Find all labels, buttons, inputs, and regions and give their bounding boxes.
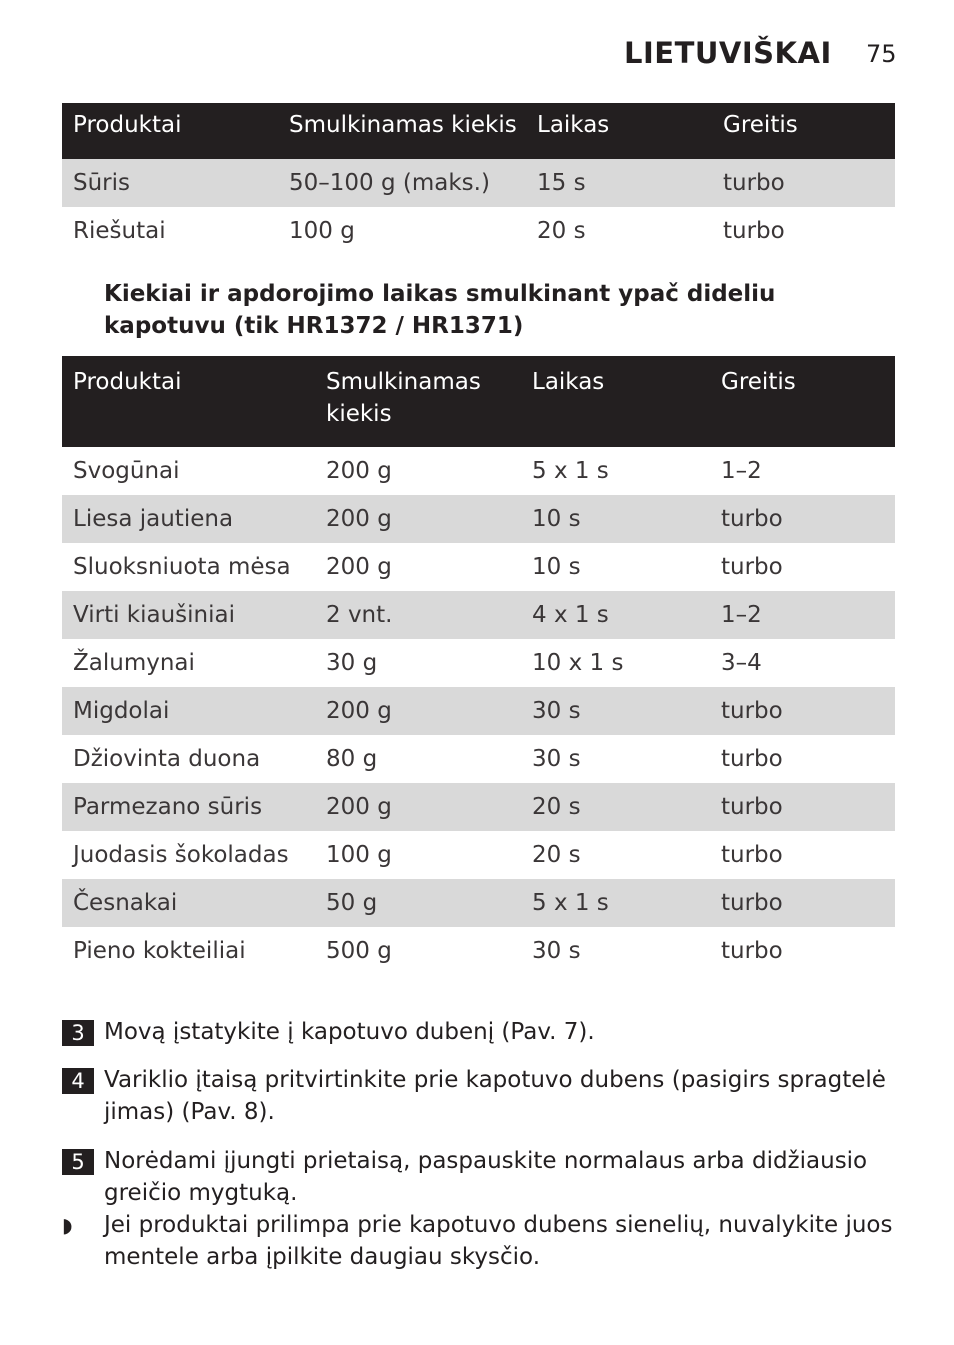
- cell-quantity: 100 g: [326, 842, 392, 868]
- quantities-table-standard: [62, 103, 895, 255]
- cell-speed: turbo: [710, 687, 895, 735]
- table-row: [62, 687, 895, 735]
- cell-quantity: 50 g: [315, 879, 521, 927]
- page-language-heading: LIETUVIŠKAI: [624, 36, 832, 70]
- cell-time: 30 s: [521, 687, 710, 735]
- cell-product: Riešutai: [73, 218, 166, 244]
- section-subheading: Kiekiai ir apdorojimo laikas smulkinant ypač dideliu kapotuvu (tik HR1372 / HR1371): [104, 281, 776, 339]
- cell-time: 10 x 1 s: [532, 650, 624, 676]
- page-number: 75: [866, 40, 897, 68]
- cell-quantity: 200 g: [326, 458, 392, 484]
- tip-text: Jei produktai prilimpa prie kapotuvo dubens sienelių, nuvalykite juos mentele arba įpilkite daugiau skysčio.: [104, 1212, 893, 1270]
- cell-speed: turbo: [710, 495, 895, 543]
- cell-time: 20 s: [537, 218, 586, 244]
- cell-quantity: 200 g: [315, 687, 521, 735]
- cell-quantity: 80 g: [326, 746, 378, 772]
- header-cell: Smulkinamas kiekis: [278, 103, 526, 159]
- cell-quantity: 50–100 g (maks.): [278, 159, 526, 207]
- cell-time: 30 s: [532, 938, 581, 964]
- table-row: [62, 783, 895, 831]
- table-row: [62, 831, 895, 879]
- cell-quantity: 200 g: [315, 495, 521, 543]
- cell-quantity: 200 g: [315, 783, 521, 831]
- cell-speed: turbo: [723, 218, 785, 244]
- table-header-row: [62, 356, 895, 447]
- cell-speed: turbo: [721, 746, 783, 772]
- cell-time: 4 x 1 s: [521, 591, 710, 639]
- table-row: [62, 207, 895, 255]
- cell-speed: turbo: [710, 879, 895, 927]
- cell-speed: turbo: [710, 783, 895, 831]
- step-number-badge: 5: [62, 1149, 94, 1175]
- cell-time: 20 s: [521, 783, 710, 831]
- tip-bullet: [62, 1209, 896, 1273]
- instruction-step: [62, 1145, 896, 1209]
- cell-quantity: 100 g: [289, 218, 355, 244]
- header-cell: Produktai: [62, 103, 278, 159]
- cell-quantity: 500 g: [326, 938, 392, 964]
- instruction-step: [62, 1064, 896, 1128]
- header-cell: Produktai: [62, 356, 315, 447]
- cell-time: 5 x 1 s: [532, 458, 609, 484]
- cell-speed: 1–2: [710, 591, 895, 639]
- step-text: Norėdami įjungti prietaisą, paspauskite normalaus arba didžiausio greičio mygtuką.: [104, 1148, 868, 1206]
- cell-time: 10 s: [521, 495, 710, 543]
- cell-product: Migdolai: [62, 687, 315, 735]
- cell-speed: 1–2: [721, 458, 762, 484]
- step-number-badge: 3: [62, 1020, 94, 1046]
- cell-product: Sluoksniuota mėsa: [73, 554, 291, 580]
- cell-speed: turbo: [712, 159, 895, 207]
- step-text: Variklio įtaisą pritvirtinkite prie kapotuvo dubens (pasigirs spragtelė jimas) (Pav. 8).: [104, 1067, 886, 1125]
- table-row: [62, 927, 895, 975]
- header-cell: Greitis: [710, 356, 895, 447]
- cell-time: 15 s: [526, 159, 712, 207]
- header-cell: Smulkinamas kiekis: [315, 356, 521, 447]
- cell-speed: turbo: [721, 554, 783, 580]
- instruction-step: [62, 1016, 896, 1048]
- table-row: [62, 447, 895, 495]
- cell-time: 10 s: [532, 554, 581, 580]
- cell-time: 5 x 1 s: [521, 879, 710, 927]
- header-cell: Greitis: [712, 103, 895, 159]
- cell-product: Žalumynai: [73, 650, 195, 676]
- cell-speed: turbo: [721, 938, 783, 964]
- cell-product: Juodasis šokoladas: [73, 842, 289, 868]
- step-number-badge: 4: [62, 1068, 94, 1094]
- table-row: [62, 879, 895, 927]
- table-row: [62, 735, 895, 783]
- cell-speed: turbo: [721, 842, 783, 868]
- cell-product: Virti kiaušiniai: [62, 591, 315, 639]
- step-text: Movą įstatykite į kapotuvo dubenį (Pav. 7).: [104, 1019, 595, 1045]
- table-row: [62, 639, 895, 687]
- cell-product: Česnakai: [62, 879, 315, 927]
- cell-quantity: 200 g: [326, 554, 392, 580]
- cell-speed: 3–4: [721, 650, 762, 676]
- cell-quantity: 2 vnt.: [315, 591, 521, 639]
- cell-product: Džiovinta duona: [73, 746, 261, 772]
- cell-quantity: 30 g: [326, 650, 378, 676]
- header-cell: Laikas: [526, 103, 712, 159]
- quantities-table-extra-large: [62, 356, 895, 975]
- header-cell: Laikas: [521, 356, 710, 447]
- cell-product: Parmezano sūris: [62, 783, 315, 831]
- table-row: [62, 543, 895, 591]
- cell-product: Liesa jautiena: [62, 495, 315, 543]
- cell-time: 30 s: [532, 746, 581, 772]
- cell-product: Sūris: [62, 159, 278, 207]
- cell-product: Pieno kokteiliai: [73, 938, 246, 964]
- table-row: [62, 591, 895, 639]
- table-row: [62, 495, 895, 543]
- triangle-bullet-icon: ◗: [62, 1213, 73, 1237]
- cell-product: Svogūnai: [73, 458, 180, 484]
- cell-time: 20 s: [532, 842, 581, 868]
- table-header-row: [62, 103, 895, 159]
- table-row: [62, 159, 895, 207]
